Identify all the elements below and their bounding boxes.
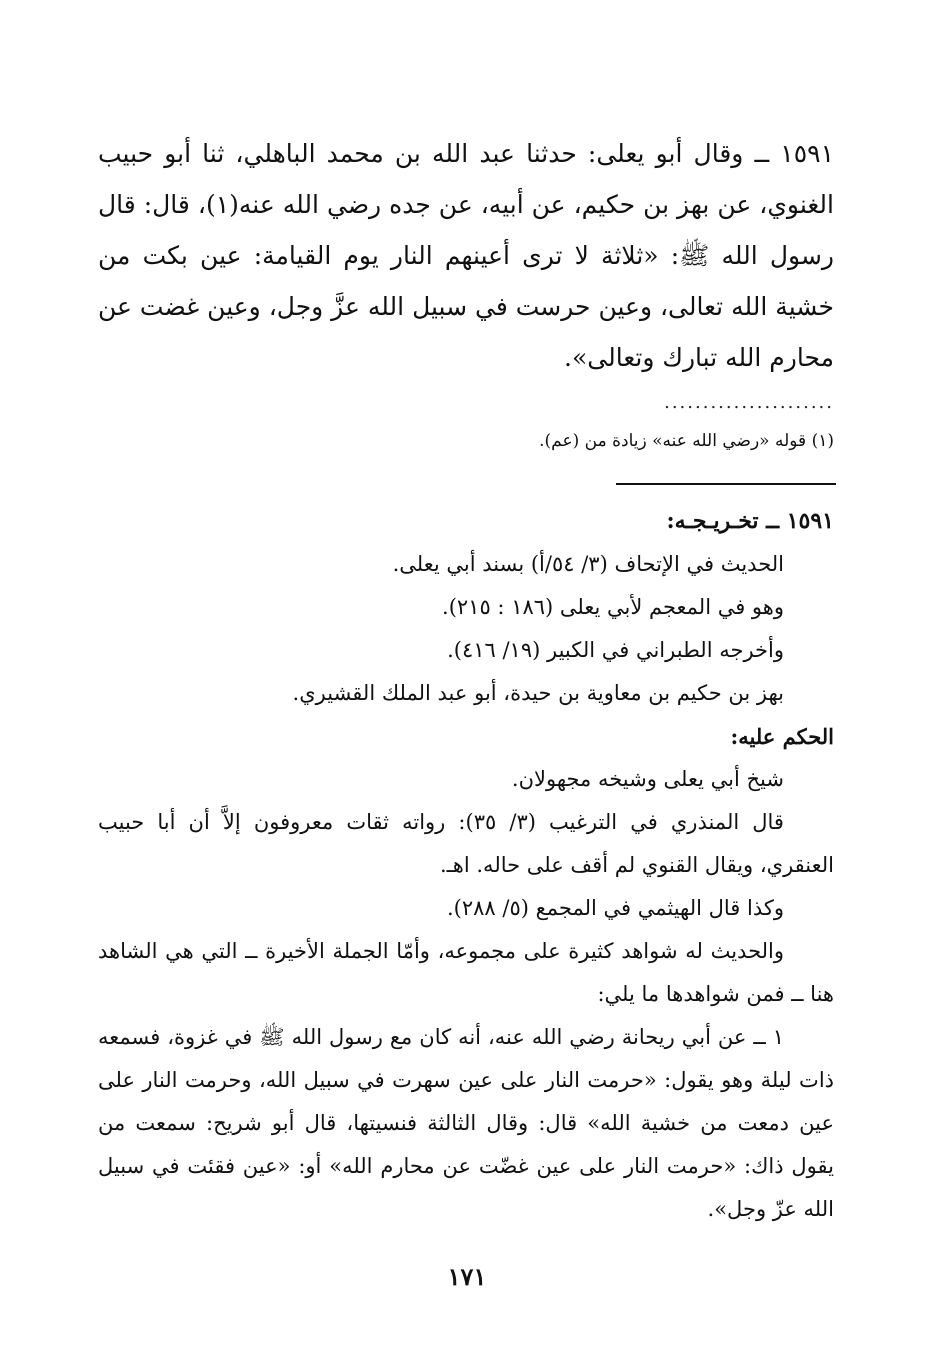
takhrij-line: وأخرجه الطبراني في الكبير (١٩/ ٤١٦). bbox=[447, 638, 784, 662]
ruling-line: وكذا قال الهيثمي في المجمع (٥/ ٢٨٨). bbox=[446, 896, 784, 920]
takhrij-line: وهو في المعجم لأبي يعلى (١٨٦ : ٢١٥). bbox=[442, 595, 784, 619]
takhrij-line: بهز بن حكيم بن معاوية بن حيدة، أبو عبد الملك القشيري. bbox=[292, 681, 784, 705]
ruling-heading: الحكم عليه: bbox=[730, 724, 834, 749]
hadith-paragraph: ١٥٩١ ــ وقال أبو يعلى: حدثنا عبد الله بن محمد الباهلي، ثنا أبو حبيب الغنوي، عن بهز بن حكيم، عن أبيه، عن جده رضي الله عنه(١)، قال: قال رسول الله ﷺ: «ثلاثة لا ترى أعينهم النار يوم القيامة: عين بكت من خشية الله تعالى، وعين حرست في سبيل الله عزَّ وجل، وعين غضت عن محارم الله تبارك وتعالى». bbox=[98, 139, 834, 372]
ruling-line: شيخ أبي يعلى وشيخه مجهولان. bbox=[511, 767, 784, 791]
page-number: ١٧١ bbox=[447, 1262, 487, 1291]
ruling-line: والحديث له شواهد كثيرة على مجموعه، وأمّا الجملة الأخيرة ــ التي هي الشاهد هنا ــ فمن شواهدها ما يلي: bbox=[98, 939, 834, 1006]
footnote: (١) قوله «رضي الله عنه» زيادة من (عم). bbox=[539, 431, 834, 451]
witness-narration: ١ ــ عن أبي ريحانة رضي الله عنه، أنه كان مع رسول الله ﷺ في غزوة، فسمعه ذات ليلة وهو يقول: «حرمت النار على عين سهرت في سبيل الله، وحرمت النار على عين دمعت من خشية الله» قال: وقال الثالثة فنسيتها، قال أبو شريح: سمعت من يقول ذاك: «حرمت النار على عين غضّت عن محارم الله» أو: «عين فقئت في سبيل الله عزّ وجل». bbox=[98, 1025, 834, 1221]
takhrij-heading: ١٥٩١ ــ تخـريـجـه: bbox=[666, 508, 834, 534]
hadith-text bbox=[98, 128, 834, 383]
footnote-separator: ...................... bbox=[664, 392, 834, 413]
takhrij-section bbox=[98, 500, 834, 1231]
ruling-line: قال المنذري في الترغيب (٣/ ٣٥): رواته ثقات معروفون إلاَّ أن أبا حبيب العنقري، ويقال القنوي لم أقف على حاله. اهـ. bbox=[98, 810, 834, 877]
section-divider bbox=[616, 483, 836, 485]
takhrij-line: الحديث في الإتحاف (٣/ ٥٤/أ) بسند أبي يعلى. bbox=[392, 552, 784, 576]
